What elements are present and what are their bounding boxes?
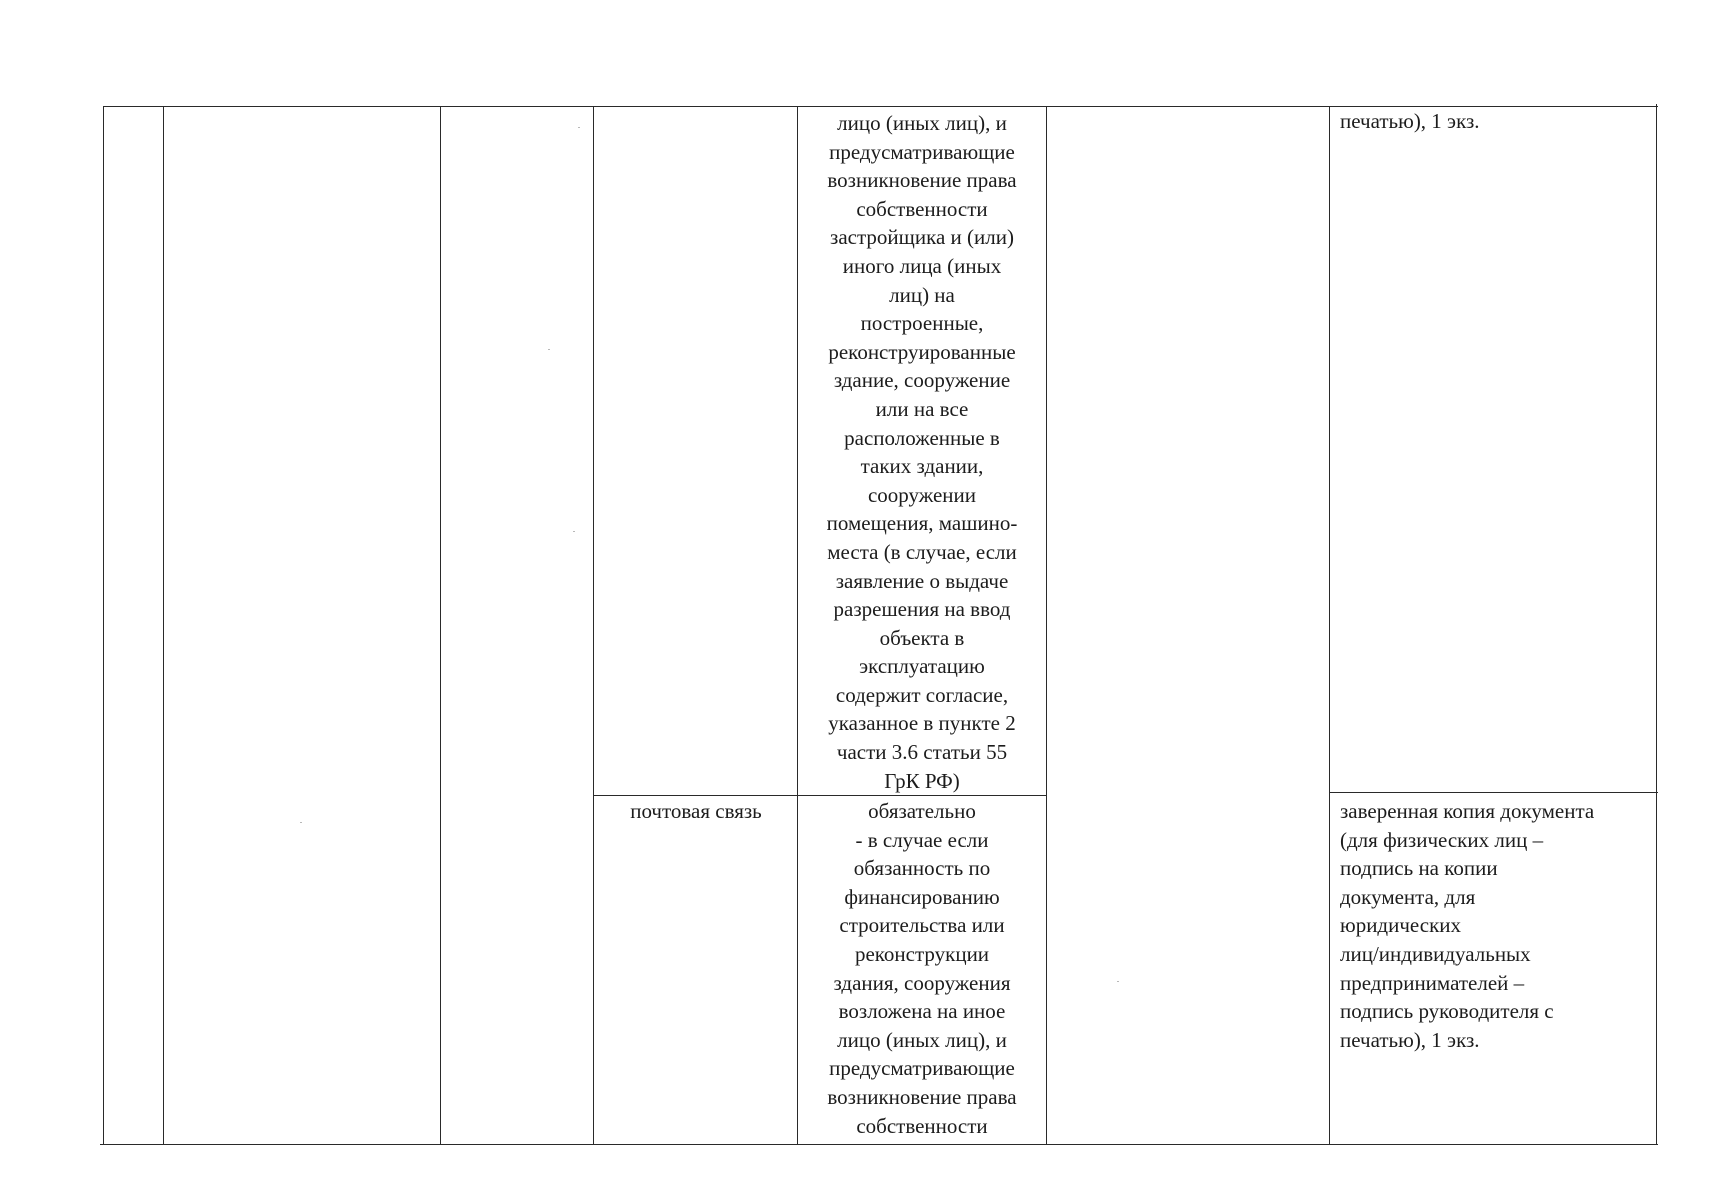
row-separator-right bbox=[1329, 792, 1658, 793]
column-line-2 bbox=[163, 106, 164, 1144]
scan-speck bbox=[300, 822, 302, 823]
column-line-6 bbox=[1046, 106, 1047, 1144]
scan-speck bbox=[573, 531, 575, 532]
row2-col5-text: обязательно - в случае если обязанность по финансированию строительства или реконструкции здания, сооружения возложена на иное лицо (иных лиц), и предусматривающие возникновение права собственности bbox=[827, 799, 1017, 1138]
scan-speck bbox=[578, 127, 580, 128]
column-line-1 bbox=[103, 106, 104, 1144]
column-line-7 bbox=[1329, 106, 1330, 1144]
column-line-8 bbox=[1656, 104, 1657, 1144]
row1-col7-text: печатью), 1 экз. bbox=[1340, 109, 1480, 133]
row1-col5-text: лицо (иных лиц), и предусматривающие возникновение права собственности застройщика и (или) иного лица (иных лиц) на построенные, реконструированные здание, сооружение или на все расположенные в таких здании, сооружении помещения, машино- места (в случае, если заявление о выдаче разрешения на ввод объекта в эксплуатацию содержит согласие, указанное в пункте 2 части 3.6 статьи 55 ГрК РФ) bbox=[826, 111, 1018, 793]
table-bottom-border bbox=[100, 1144, 1658, 1145]
row2-col7-text: заверенная копия документа (для физических лиц – подпись на копии документа, для юридических лиц/индивидуальных предпринимателей – подпись руководителя с печатью), 1 экз. bbox=[1340, 799, 1595, 1052]
scan-speck bbox=[548, 349, 550, 350]
column-line-3 bbox=[440, 106, 441, 1144]
row2-col4-text: почтовая связь bbox=[630, 799, 762, 823]
scan-speck bbox=[1117, 981, 1119, 982]
column-line-5 bbox=[797, 106, 798, 1144]
column-line-4 bbox=[593, 106, 594, 1144]
